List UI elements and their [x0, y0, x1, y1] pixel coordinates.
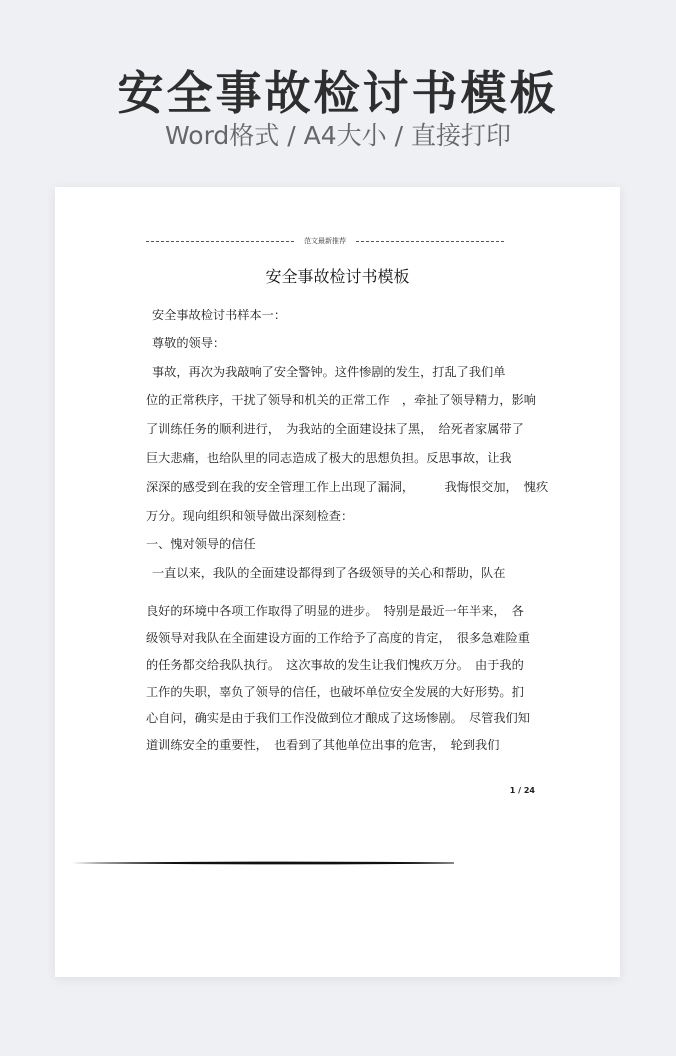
document-page: [55, 187, 620, 977]
doc-line: 深深的感受到在我的安全管理工作上出现了漏洞， 我悔恨交加， 愧疚: [146, 480, 549, 494]
header-dash-left: [146, 241, 294, 242]
doc-line: 工作的失职，辜负了领导的信任，也破坏单位安全发展的大好形势。扪: [146, 685, 524, 699]
header-text: 范文最新推荐: [304, 237, 346, 245]
doc-line: 的任务都交给我队执行。 这次事故的发生让我们愧疚万分。 由于我的: [146, 658, 524, 672]
page-header: [146, 234, 504, 248]
doc-line: 一、愧对领导的信任: [146, 537, 256, 551]
doc-line: 尊敬的领导：: [152, 336, 226, 350]
doc-line: 位的正常秩序，干扰了领导和机关的正常工作 ，牵扯了领导精力，影响: [146, 393, 536, 407]
doc-line: 道训练安全的重要性， 也看到了其他单位出事的危害， 轮到我们: [146, 738, 500, 752]
doc-line: 安全事故检讨书样本一：: [152, 308, 287, 322]
banner-subtitle: Word格式 / A4大小 / 直接打印: [165, 121, 511, 150]
header-dash-right: [356, 241, 504, 242]
doc-line: 一直以来，我队的全面建设都得到了各级领导的关心和帮助，队在: [152, 566, 506, 580]
doc-line: 良好的环境中各项工作取得了明显的进步。 特别是最近一年半来， 各: [146, 604, 524, 618]
doc-line: 心自问，确实是由于我们工作没做到位才酿成了这场惨剧。 尽管我们知: [146, 711, 530, 725]
doc-line: 巨大悲痛，也给队里的同志造成了极大的思想负担。反思事故，让我: [146, 451, 512, 465]
doc-line: 事故，再次为我敲响了安全警钟。这件惨剧的发生，打乱了我们单: [152, 365, 506, 379]
doc-line: 级领导对我队在全面建设方面的工作给予了高度的肯定， 很多急难险重: [146, 631, 530, 645]
banner-title: 安全事故检讨书模板: [117, 66, 559, 120]
doc-line: 万分。现向组织和领导做出深刻检查：: [146, 509, 354, 523]
doc-line: 了训练任务的顺利进行， 为我站的全面建设抹了黑， 给死者家属带了: [146, 422, 524, 436]
page-number: 1 / 24: [509, 786, 535, 795]
document-title: 安全事故检讨书模板: [265, 267, 410, 286]
page-divider-stroke: [72, 861, 454, 865]
